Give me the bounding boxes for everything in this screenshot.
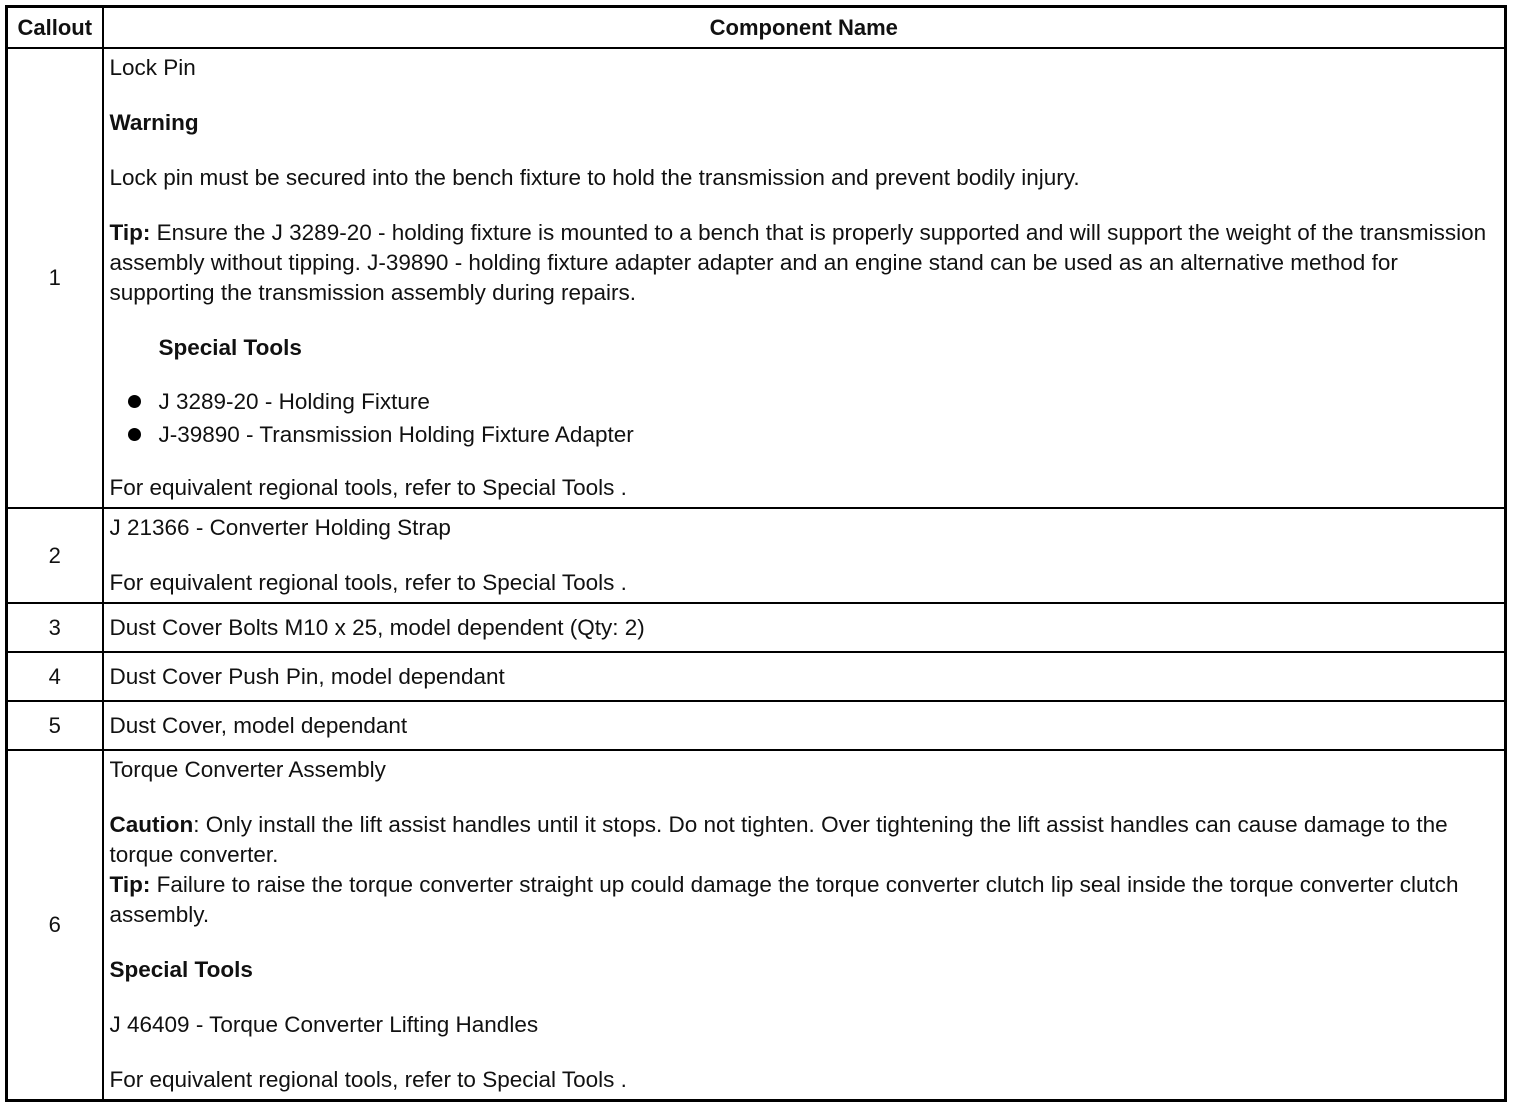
tip-paragraph [110,870,1499,930]
header-row [7,7,1506,49]
special-tools-heading: Special Tools [109,957,253,982]
table-row [7,750,1506,1101]
special-tools-heading: Special Tools [158,335,302,360]
component-name: Dust Cover Bolts M10 x 25, model dependent (Qty: 2) [103,603,1506,652]
component-cell [103,48,1506,508]
tool-name: J 3289-20 - Holding Fixture [158,389,430,414]
caution-paragraph [110,810,1499,870]
table-row [7,48,1506,508]
callout-number: 1 [7,48,103,508]
table-row [7,508,1506,603]
table-row [7,701,1506,750]
component-name: J 21366 - Converter Holding Strap [109,515,451,540]
tip-paragraph [110,218,1499,308]
bullet-icon [128,395,141,408]
tip-label: Tip: [109,220,151,245]
table-row [7,652,1506,701]
tip-text: Ensure the J 3289-20 - holding fixture is mounted to a bench that is properly supported and will support the weight of the transmission assembly without tipping. J-39890 - holding fixture adapter adapter and an engine stand can be used as an alternative method for supporting the transmission assembly during repairs. [109,220,1487,305]
component-name: Torque Converter Assembly [109,757,386,782]
caution-text: : Only install the lift assist handles until it stops. Do not tighten. Over tightening the lift assist handles can cause damage to the torque converter. [109,812,1448,867]
callout-number: 6 [7,750,103,1101]
component-cell [103,508,1506,603]
table-row [7,603,1506,652]
callout-number: 2 [7,508,103,603]
component-cell [103,750,1506,1101]
bullet-icon [128,428,141,441]
callout-table [5,5,1507,1102]
regional-tools-note: For equivalent regional tools, refer to Special Tools . [109,570,627,595]
tip-text: Failure to raise the torque converter straight up could damage the torque converter clutch lip seal inside the torque converter clutch assembly. [109,872,1459,927]
warning-text: Lock pin must be secured into the bench fixture to hold the transmission and prevent bodily injury. [109,165,1080,190]
tip-label: Tip: [109,872,151,897]
callout-number: 4 [7,652,103,701]
regional-tools-note: For equivalent regional tools, refer to Special Tools . [109,475,627,500]
caution-label: Caution [109,812,194,837]
component-name: Dust Cover Push Pin, model dependant [103,652,1506,701]
callout-number: 5 [7,701,103,750]
list-item [128,385,1499,418]
special-tools-list [110,385,1499,451]
callout-number: 3 [7,603,103,652]
warning-label: Warning [109,110,199,135]
tool-name: J 46409 - Torque Converter Lifting Handles [109,1012,539,1037]
component-name: Lock Pin [109,55,196,80]
component-name: Dust Cover, model dependant [103,701,1506,750]
tool-name: J-39890 - Transmission Holding Fixture Adapter [158,422,634,447]
list-item [128,418,1499,451]
regional-tools-note: For equivalent regional tools, refer to Special Tools . [109,1067,627,1092]
header-component-name: Component Name [103,7,1506,49]
header-callout: Callout [7,7,103,49]
